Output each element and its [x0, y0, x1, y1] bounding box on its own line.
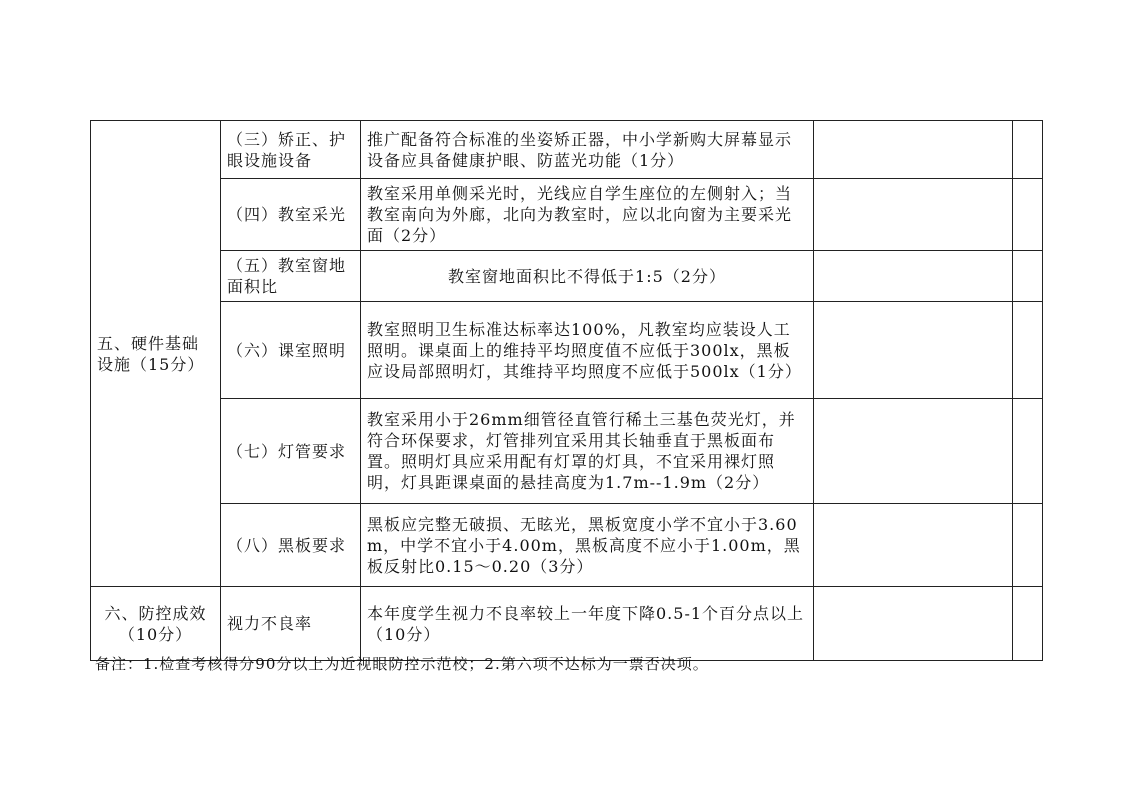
requirement-cell: 教室窗地面积比不得低于1:5（2分） [361, 251, 814, 302]
score-cell [814, 399, 1013, 504]
remark-cell [1013, 504, 1043, 587]
table-row [91, 179, 1043, 251]
remark-cell [1013, 121, 1043, 179]
requirement-cell: 本年度学生视力不良率较上一年度下降0.5-1个百分点以上（10分） [361, 587, 814, 661]
table-row [91, 251, 1043, 302]
requirement-cell: 教室照明卫生标准达标率达100%，凡教室均应装设人工照明。课桌面上的维持平均照度值不应低于300lx，黑板应设局部照明灯，其维持平均照度不应低于500lx（1分） [361, 302, 814, 399]
requirement-cell: 黑板应完整无破损、无眩光，黑板宽度小学不宜小于3.60m，中学不宜小于4.00m，黑板高度不应小于1.00m，黑板反射比0.15～0.20（3分） [361, 504, 814, 587]
score-cell [814, 302, 1013, 399]
table-row [91, 504, 1043, 587]
requirement-cell: 教室采用小于26mm细管径直管行稀土三基色荧光灯，并符合环保要求，灯管排列宜采用其长轴垂直于黑板面布置。照明灯具应采用配有灯罩的灯具，不宜采用裸灯照明，灯具距课桌面的悬挂高度为1.7m--1.9m（2分） [361, 399, 814, 504]
item-cell: 视力不良率 [221, 587, 361, 661]
category-prevention: 六、防控成效（10分） [91, 587, 221, 661]
category-hardware: 五、硬件基础设施（15分） [91, 121, 221, 587]
requirement-cell: 教室采用单侧采光时，光线应自学生座位的左侧射入；当教室南向为外廊，北向为教室时，应以北向窗为主要采光面（2分） [361, 179, 814, 251]
score-cell [814, 179, 1013, 251]
requirement-cell: 推广配备符合标准的坐姿矫正器，中小学新购大屏幕显示设备应具备健康护眼、防蓝光功能（1分） [361, 121, 814, 179]
item-cell: （八）黑板要求 [221, 504, 361, 587]
table-row [91, 399, 1043, 504]
table-row [91, 302, 1043, 399]
item-cell: （四）教室采光 [221, 179, 361, 251]
item-cell: （五）教室窗地面积比 [221, 251, 361, 302]
table-row [91, 121, 1043, 179]
item-cell: （六）课室照明 [221, 302, 361, 399]
item-cell: （三）矫正、护眼设施设备 [221, 121, 361, 179]
assessment-table [90, 120, 1043, 661]
remark-cell [1013, 251, 1043, 302]
item-cell: （七）灯管要求 [221, 399, 361, 504]
table-row [91, 587, 1043, 661]
score-cell [814, 121, 1013, 179]
remark-cell [1013, 399, 1043, 504]
remark-cell [1013, 587, 1043, 661]
score-cell [814, 251, 1013, 302]
remark-cell [1013, 302, 1043, 399]
score-cell [814, 504, 1013, 587]
footnote: 备注：1.检查考核得分90分以上为近视眼防控示范校；2.第六项不达标为一票否决项。 [95, 655, 709, 673]
remark-cell [1013, 179, 1043, 251]
score-cell [814, 587, 1013, 661]
